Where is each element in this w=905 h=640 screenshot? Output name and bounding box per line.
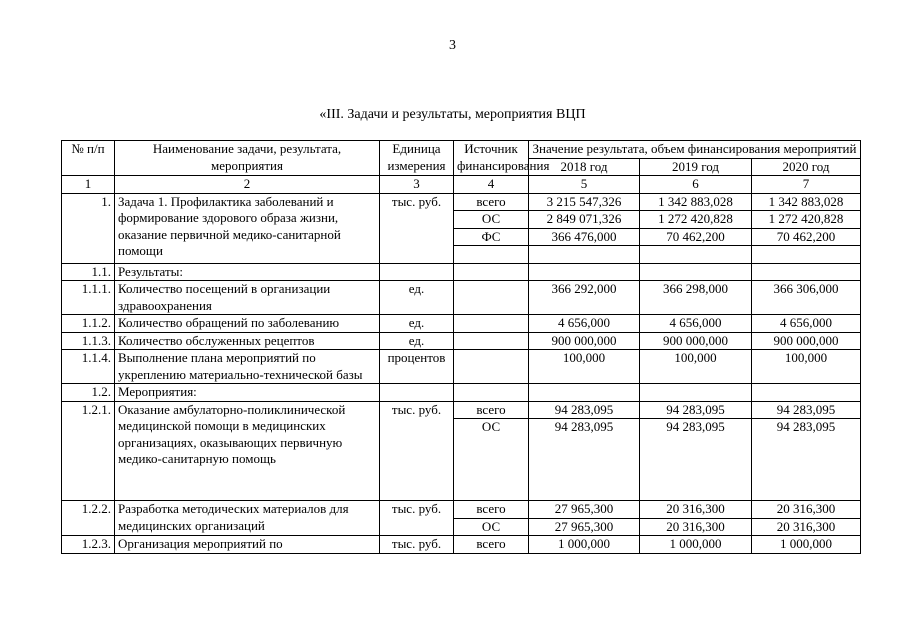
value-2018: 27 965,300 bbox=[529, 501, 640, 519]
row-num: 1.2. bbox=[62, 384, 115, 402]
header-source: Источник финансирования bbox=[454, 141, 529, 176]
value-2019: 4 656,000 bbox=[640, 315, 752, 333]
row-num: 1.1.3. bbox=[62, 332, 115, 350]
row-unit: процентов bbox=[380, 350, 454, 384]
empty-cell bbox=[752, 384, 861, 402]
table-row bbox=[62, 263, 861, 281]
empty-cell bbox=[640, 246, 752, 264]
value-2020: 366 306,000 bbox=[752, 281, 861, 315]
row-name: Разработка методических материалов для медицинских организаций bbox=[115, 501, 380, 536]
empty-cell bbox=[454, 332, 529, 350]
value-2019: 20 316,300 bbox=[640, 518, 752, 536]
col-number: 1 bbox=[62, 176, 115, 194]
value-2020: 1 342 883,028 bbox=[752, 193, 861, 211]
value-2019: 100,000 bbox=[640, 350, 752, 384]
col-number: 4 bbox=[454, 176, 529, 194]
row-unit: тыс. руб. bbox=[380, 536, 454, 554]
empty-cell bbox=[529, 246, 640, 264]
value-2019: 1 272 420,828 bbox=[640, 211, 752, 229]
value-2020: 20 316,300 bbox=[752, 501, 861, 519]
value-2020: 70 462,200 bbox=[752, 228, 861, 246]
row-unit: тыс. руб. bbox=[380, 193, 454, 263]
col-number: 7 bbox=[752, 176, 861, 194]
row-source: всего bbox=[454, 401, 529, 419]
row-name: Организация мероприятий по bbox=[115, 536, 380, 554]
table-row bbox=[62, 501, 861, 519]
table-row bbox=[62, 536, 861, 554]
empty-cell bbox=[529, 263, 640, 281]
value-2019: 94 283,095 bbox=[640, 419, 752, 501]
header-row bbox=[62, 141, 861, 159]
value-2019: 1 000,000 bbox=[640, 536, 752, 554]
value-2020: 1 272 420,828 bbox=[752, 211, 861, 229]
row-name: Результаты: bbox=[115, 263, 380, 281]
empty-cell bbox=[640, 263, 752, 281]
value-2019: 20 316,300 bbox=[640, 501, 752, 519]
header-unit: Единица измерения bbox=[380, 141, 454, 176]
col-number: 2 bbox=[115, 176, 380, 194]
col-number: 6 bbox=[640, 176, 752, 194]
value-2018: 4 656,000 bbox=[529, 315, 640, 333]
row-num: 1.1. bbox=[62, 263, 115, 281]
value-2018: 1 000,000 bbox=[529, 536, 640, 554]
row-unit: тыс. руб. bbox=[380, 401, 454, 501]
header-name: Наименование задачи, результата, мероприятия bbox=[115, 141, 380, 176]
empty-cell bbox=[380, 263, 454, 281]
value-2018: 900 000,000 bbox=[529, 332, 640, 350]
row-name: Мероприятия: bbox=[115, 384, 380, 402]
value-2020: 900 000,000 bbox=[752, 332, 861, 350]
table-row bbox=[62, 350, 861, 384]
empty-cell bbox=[752, 263, 861, 281]
empty-cell bbox=[380, 384, 454, 402]
row-unit: тыс. руб. bbox=[380, 501, 454, 536]
value-2020: 1 000,000 bbox=[752, 536, 861, 554]
value-2018: 366 476,000 bbox=[529, 228, 640, 246]
empty-cell bbox=[529, 384, 640, 402]
value-2019: 366 298,000 bbox=[640, 281, 752, 315]
row-num: 1.2.1. bbox=[62, 401, 115, 501]
value-2018: 94 283,095 bbox=[529, 419, 640, 501]
table-row bbox=[62, 193, 861, 211]
row-unit: ед. bbox=[380, 281, 454, 315]
row-num: 1.2.3. bbox=[62, 536, 115, 554]
row-num: 1.2.2. bbox=[62, 501, 115, 536]
table-row bbox=[62, 281, 861, 315]
value-2018: 3 215 547,326 bbox=[529, 193, 640, 211]
empty-cell bbox=[454, 263, 529, 281]
row-num: 1. bbox=[62, 193, 115, 263]
empty-cell bbox=[454, 246, 529, 264]
row-num: 1.1.4. bbox=[62, 350, 115, 384]
table-row bbox=[62, 332, 861, 350]
value-2018: 94 283,095 bbox=[529, 401, 640, 419]
table-row bbox=[62, 384, 861, 402]
row-name: Количество обращений по заболеванию bbox=[115, 315, 380, 333]
empty-cell bbox=[454, 350, 529, 384]
value-2019: 1 342 883,028 bbox=[640, 193, 752, 211]
table-row bbox=[62, 401, 861, 419]
col-number: 3 bbox=[380, 176, 454, 194]
column-numbers-row bbox=[62, 176, 861, 194]
row-unit: ед. bbox=[380, 332, 454, 350]
row-source: всего bbox=[454, 193, 529, 211]
results-table bbox=[61, 140, 861, 554]
value-2019: 94 283,095 bbox=[640, 401, 752, 419]
row-name: Количество посещений в организации здравоохранения bbox=[115, 281, 380, 315]
value-2020: 94 283,095 bbox=[752, 401, 861, 419]
header-year-2020: 2020 год bbox=[752, 158, 861, 176]
empty-cell bbox=[454, 281, 529, 315]
header-value-group: Значение результата, объем финансирования мероприятий bbox=[529, 141, 861, 159]
row-source: ФС bbox=[454, 228, 529, 246]
row-source: всего bbox=[454, 501, 529, 519]
empty-cell bbox=[752, 246, 861, 264]
value-2019: 70 462,200 bbox=[640, 228, 752, 246]
page-number: 3 bbox=[449, 38, 456, 53]
row-name: Задача 1. Профилактика заболеваний и формирование здорового образа жизни, оказание первичной медико-санитарной помощи bbox=[115, 193, 380, 263]
value-2018: 100,000 bbox=[529, 350, 640, 384]
header-year-2018: 2018 год bbox=[529, 158, 640, 176]
header-year-2019: 2019 год bbox=[640, 158, 752, 176]
value-2020: 4 656,000 bbox=[752, 315, 861, 333]
row-num: 1.1.1. bbox=[62, 281, 115, 315]
value-2018: 27 965,300 bbox=[529, 518, 640, 536]
value-2020: 94 283,095 bbox=[752, 419, 861, 501]
row-source: ОС bbox=[454, 518, 529, 536]
value-2020: 20 316,300 bbox=[752, 518, 861, 536]
section-title: «III. Задачи и результаты, мероприятия ВЦП bbox=[319, 107, 586, 122]
empty-cell bbox=[454, 384, 529, 402]
value-2019: 900 000,000 bbox=[640, 332, 752, 350]
value-2018: 2 849 071,326 bbox=[529, 211, 640, 229]
header-num: № п/п bbox=[62, 141, 115, 176]
value-2020: 100,000 bbox=[752, 350, 861, 384]
row-source: всего bbox=[454, 536, 529, 554]
value-2018: 366 292,000 bbox=[529, 281, 640, 315]
row-name: Оказание амбулаторно-поликлинической медицинской помощи в медицинских организациях, оказывающих первичную медико-санитарную помощь bbox=[115, 401, 380, 501]
row-num: 1.1.2. bbox=[62, 315, 115, 333]
empty-cell bbox=[640, 384, 752, 402]
empty-cell bbox=[454, 315, 529, 333]
row-source: ОС bbox=[454, 419, 529, 501]
table-row bbox=[62, 315, 861, 333]
row-name: Количество обслуженных рецептов bbox=[115, 332, 380, 350]
row-name: Выполнение плана мероприятий по укреплению материально-технической базы bbox=[115, 350, 380, 384]
col-number: 5 bbox=[529, 176, 640, 194]
row-unit: ед. bbox=[380, 315, 454, 333]
row-source: ОС bbox=[454, 211, 529, 229]
